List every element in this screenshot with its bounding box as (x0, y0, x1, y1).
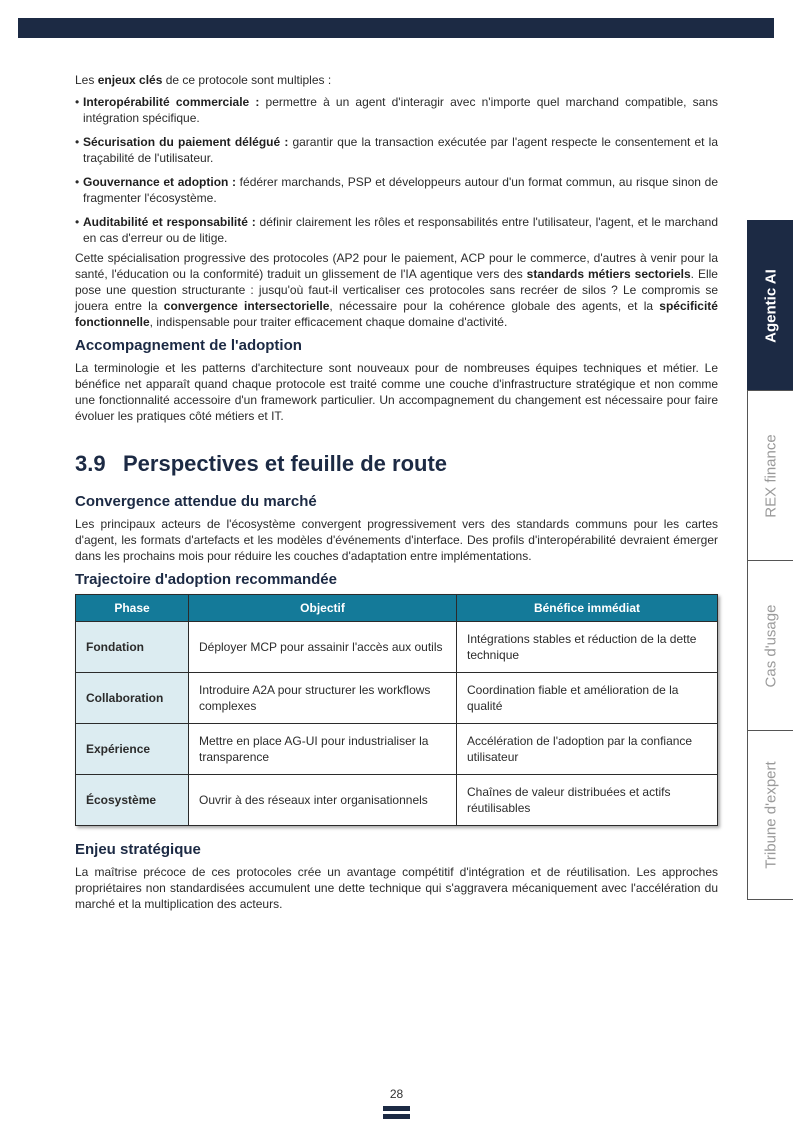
strategic-heading: Enjeu stratégique (75, 841, 201, 858)
side-tab-agentic-ai[interactable] (747, 220, 793, 390)
adoption-heading: Accompagnement de l'adoption (75, 337, 302, 354)
side-tabs (747, 220, 793, 900)
table-header-row (76, 595, 718, 622)
page-number: 28 (389, 1087, 404, 1101)
list-item: • Gouvernance et adoption : fédérer marchands, PSP et développeurs autour d'un format commun, au risque sinon de fragmenter l'écosystème. (75, 174, 718, 206)
stakes-list (75, 94, 718, 246)
objective-cell: Introduire A2A pour structurer les workflows complexes (189, 673, 457, 724)
header-bar (18, 18, 774, 38)
intro-paragraph: Les enjeux clés de ce protocole sont multiples : (75, 73, 332, 87)
benefit-cell: Intégrations stables et réduction de la dette technique (457, 622, 718, 673)
side-tab-tribune-expert[interactable] (747, 730, 793, 900)
phase-cell: Écosystème (76, 775, 189, 826)
page-mark-icon (383, 1106, 410, 1120)
phase-cell: Expérience (76, 724, 189, 775)
column-header: Phase (76, 595, 189, 622)
convergence-heading: Convergence attendue du marché (75, 493, 317, 510)
objective-cell: Déployer MCP pour assainir l'accès aux outils (189, 622, 457, 673)
side-tab-label: Agentic AI (762, 268, 779, 343)
strategic-paragraph: La maîtrise précoce de ces protocoles crée un avantage compétitif d'intégration et de réutilisation. Les approches propriétaires non standardisées accumulent une dette technique qui s'aggravera mécaniquement avec l'accélération du marché et la multiplication des acteurs. (75, 865, 718, 911)
phase-cell: Collaboration (76, 673, 189, 724)
objective-cell: Ouvrir à des réseaux inter organisationnels (189, 775, 457, 826)
page-content (75, 72, 718, 918)
section-title (75, 450, 718, 478)
table-row (76, 622, 718, 673)
section-title-text: Perspectives et feuille de route (123, 451, 448, 476)
table-row (76, 724, 718, 775)
column-header: Objectif (189, 595, 457, 622)
side-tab-label: Cas d'usage (762, 604, 779, 687)
list-item: • Interopérabilité commerciale : permettre à un agent d'interagir avec n'importe quel marchand compatible, sans intégration spécifique. (75, 94, 718, 126)
benefit-cell: Coordination fiable et amélioration de la qualité (457, 673, 718, 724)
convergence-paragraph: Les principaux acteurs de l'écosystème convergent progressivement vers des standards communs pour les cartes d'agent, les formats d'artefacts et les modèles d'événements d'interface. Des profils d'interopérabilité devraient émerger dans les prochains mois pour réduire les couches d'adaptation entre implémentations. (75, 517, 718, 563)
trajectory-heading: Trajectoire d'adoption recommandée (75, 571, 337, 588)
table-row (76, 673, 718, 724)
trajectory-table (75, 594, 718, 826)
side-tab-rex-finance[interactable] (747, 390, 793, 560)
benefit-cell: Accélération de l'adoption par la confiance utilisateur (457, 724, 718, 775)
side-tab-label: REX finance (762, 433, 779, 518)
side-tab-label: Tribune d'expert (762, 761, 779, 869)
phase-cell: Fondation (76, 622, 189, 673)
list-item: • Auditabilité et responsabilité : définir clairement les rôles et responsabilités entre l'utilisateur, l'agent, et le marchand en cas d'erreur ou de litige. (75, 214, 718, 246)
section-number: 3.9 (75, 451, 106, 476)
list-item: • Sécurisation du paiement délégué : garantir que la transaction exécutée par l'agent respecte le consentement et la traçabilité de l'utilisateur. (75, 134, 718, 166)
objective-cell: Mettre en place AG-UI pour industrialiser la transparence (189, 724, 457, 775)
column-header: Bénéfice immédiat (457, 595, 718, 622)
benefit-cell: Chaînes de valeur distribuées et actifs réutilisables (457, 775, 718, 826)
side-tab-cas-usage[interactable] (747, 560, 793, 730)
table-row (76, 775, 718, 826)
adoption-paragraph: La terminologie et les patterns d'architecture sont nouveaux pour de nombreuses équipes techniques et métier. Le bénéfice net apparaît quand chaque protocole est traité comme une couche d'infrastructure stratégique et non comme une fonctionnalité accessoire d'un framework particulier. Un accompagnement du changement est nécessaire pour faire évoluer les pratiques côté métiers et IT. (75, 361, 718, 423)
specialisation-paragraph: Cette spécialisation progressive des protocoles (AP2 pour le paiement, ACP pour le commerce, d'autres à venir pour la santé, l'éducation ou la conformité) traduit un glissement de l'IA agentique vers des standards métiers sectoriels. Elle pose une question structurante : jusqu'où faut-il verticaliser ces protocoles sans recréer de silos ? Le compromis se jouera entre la convergence intersectorielle, nécessaire pour la cohérence globale des agents, et la spécificité fonctionnelle, indispensable pour traiter efficacement chaque domaine d'activité. (75, 251, 718, 329)
